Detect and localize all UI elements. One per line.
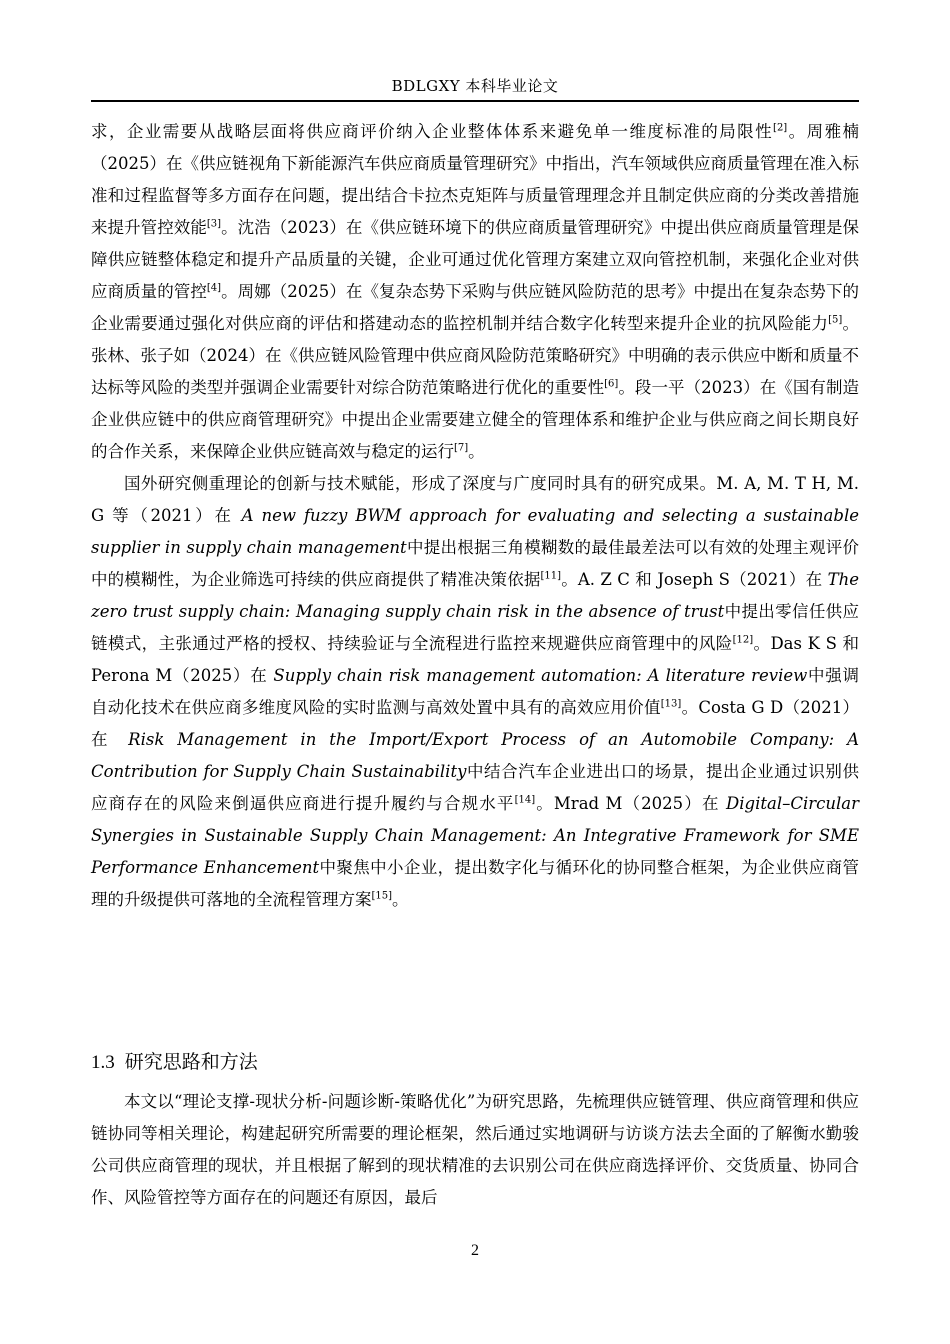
citation-12: [12] — [732, 634, 754, 646]
text-run: 。Mrad M（2025）在 — [535, 794, 727, 813]
text-run: 。沈浩（2023）在《供应链环境下的供应商质量管理研究》中提出供应商质量管理是保障供应链整体稳定和提升产品质量的关键，企业可通过优化管理方案建立双向管控机制，来强化企业对供应商质量的管控 — [91, 218, 859, 301]
text-run: 中强调自动化技术在供应商多维度风险的实时监测与高效处置中具有的高效应用价值 — [91, 666, 859, 717]
section-number: 1.3 — [91, 1052, 115, 1073]
text-run: 。Das K S 和 Perona M（2025）在 — [91, 634, 859, 685]
text-run: 求，企业需要从战略层面将供应商评价纳入企业整体体系来避免单一维度标准的局限性 — [91, 122, 774, 141]
page-number: 2 — [471, 1242, 479, 1259]
citation-6: [6] — [604, 378, 619, 390]
text-run: 。张林、张子如（2024）在《供应链风险管理中供应商风险防范策略研究》中明确的表示供应中断和质量不达标等风险的类型并强调企业需要针对综合防范策略进行优化的重要性 — [91, 314, 860, 397]
text-run: 。 — [468, 442, 485, 461]
running-header: BDLGXY 本科毕业论文 — [391, 77, 559, 95]
paragraph-domestic-research — [91, 116, 859, 468]
section-title: 研究思路和方法 — [124, 1051, 258, 1073]
cited-title: Supply chain risk management automation: A literature review — [273, 666, 808, 685]
citation-13: [13] — [660, 698, 682, 710]
paragraph-foreign-research — [91, 468, 859, 916]
citation-7: [7] — [454, 442, 469, 454]
header-rule — [91, 100, 859, 102]
text-run: 。A. Z C 和 Joseph S（2021）在 — [561, 570, 828, 589]
cited-title: A new fuzzy BWM approach for evaluating and selecting a sustainable supplier in supply chain management — [91, 506, 859, 557]
text-run: 。周雅楠（2025）在《供应链视角下新能源汽车供应商质量管理研究》中指出，汽车领域供应商质量管理在准入标准和过程监督等多方面存在问题，提出结合卡拉杰克矩阵与质量管理理念并且制定供应商的分类改善措施来提升管控效能 — [91, 122, 860, 237]
text-run: 中提出根据三角模糊数的最佳最差法可以有效的处理主观评价中的模糊性，为企业筛选可持续的供应商提供了精准决策依据 — [91, 538, 859, 589]
section-heading — [91, 1048, 258, 1077]
body-text — [91, 116, 859, 916]
text-run: 。周娜（2025）在《复杂态势下采购与供应链风险防范的思考》中提出在复杂态势下的企业需要通过强化对供应商的评估和搭建动态的监控机制并结合数字化转型来提升企业的抗风险能力 — [91, 282, 859, 333]
cited-title: The zero trust supply chain: Managing supply chain risk in the absence of trust — [91, 570, 860, 621]
citation-5: [5] — [828, 314, 843, 326]
cited-title: Risk Management in the Import/Export Process of an Automobile Company: A Contribution for Supply Chain Sustainability — [91, 730, 859, 781]
text-run: 。 — [392, 890, 409, 909]
citation-15: [15] — [371, 890, 393, 902]
text-run: 。段一平（2023）在《国有制造企业供应链中的供应商管理研究》中提出企业需要建立健全的管理体系和维护企业与供应商之间长期良好的合作关系，来保障企业供应链高效与稳定的运行 — [91, 378, 859, 461]
citation-4: [4] — [206, 282, 222, 294]
citation-2: [2] — [773, 122, 788, 134]
section-body — [91, 1086, 859, 1214]
citation-14: [14] — [514, 794, 536, 806]
text-run: 中结合汽车企业进出口的场景，提出企业通过识别供应商存在的风险来倒逼供应商进行提升履约与合规水平 — [91, 762, 859, 813]
citation-3: [3] — [206, 218, 222, 230]
text-run: 国外研究侧重理论的创新与技术赋能，形成了深度与广度同时具有的研究成果。M. A, M. T H, M. G 等（2021）在 — [91, 474, 859, 525]
citation-11: [11] — [540, 570, 562, 582]
text-run: 。Costa G D（2021）在 — [91, 698, 860, 749]
text-run: 中提出零信任供应链模式，主张通过严格的授权、持续验证与全流程进行监控来规避供应商管理中的风险 — [91, 602, 859, 653]
paragraph-research-approach: 本文以“理论支撑-现状分析-问题诊断-策略优化”为研究思路，先梳理供应链管理、供应商管理和供应链协同等相关理论，构建起研究所需要的理论框架，然后通过实地调研与访谈方法去全面的了解衡水勤骏公司供应商管理的现状，并且根据了解到的现状精准的去识别公司在供应商选择评价、交货质量、协同合作、风险管控等方面存在的问题还有原因，最后 — [91, 1092, 859, 1207]
text-run: 中聚焦中小企业，提出数字化与循环化的协同整合框架，为企业供应商管理的升级提供可落地的全流程管理方案 — [91, 858, 859, 909]
cited-title: Digital–Circular Synergies in Sustainable Supply Chain Management: An Integrative Framework for SME Performance Enhancement — [91, 794, 860, 877]
